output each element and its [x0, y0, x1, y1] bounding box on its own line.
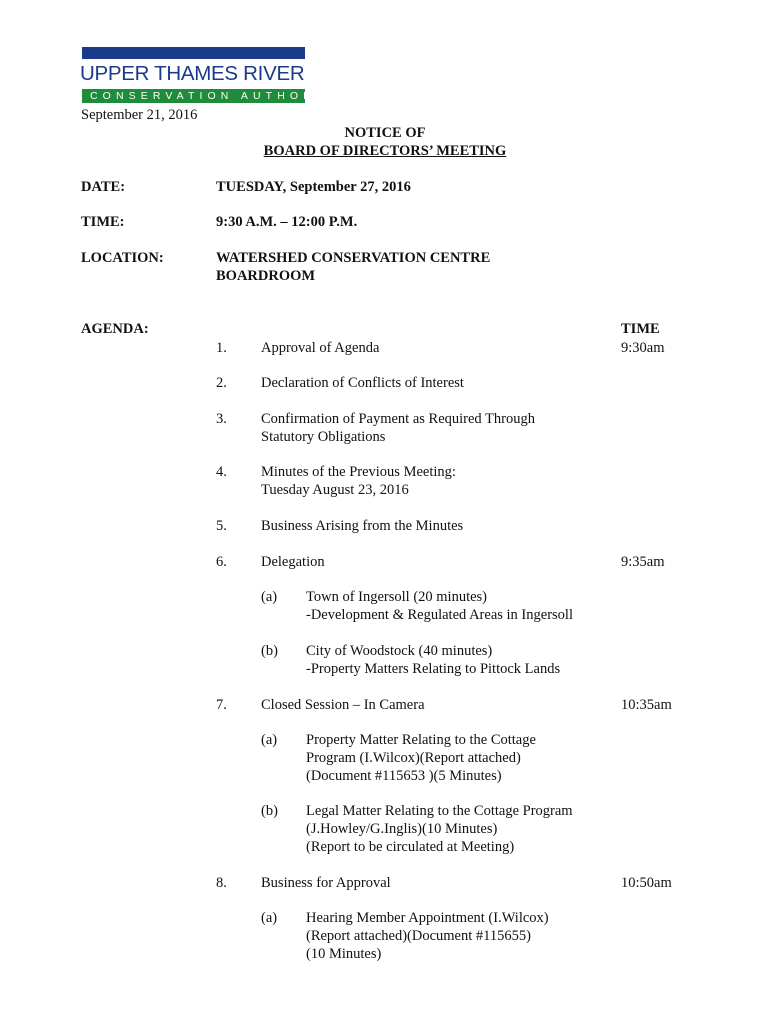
agenda-label: AGENDA: [81, 321, 149, 337]
agenda-subitem-letter: (b) [261, 643, 278, 659]
agenda-item-text: Business Arising from the Minutes [261, 518, 464, 534]
logo-subtitle: CONSERVATION AUTHORITY [82, 89, 305, 103]
agenda-item-number: 4. [216, 464, 227, 480]
agenda-item-text: Declaration of Conflicts of Interest [261, 375, 464, 391]
location-label: LOCATION: [81, 250, 164, 266]
agenda-item-text: Business for Approval [261, 875, 391, 891]
agenda-item-text: Approval of Agenda [261, 340, 380, 356]
agenda-item-text: Confirmation of Payment as Required Through Statutory Obligations [261, 411, 535, 445]
agenda-subitem-text: Town of Ingersoll (20 minutes) -Development & Regulated Areas in Ingersoll [306, 589, 573, 623]
agenda-item-number: 6. [216, 554, 227, 570]
agenda-subitem-text: Property Matter Relating to the Cottage Program (I.Wilcox)(Report attached) (Document #115653 )(5 Minutes) [306, 732, 536, 784]
agenda-time-header: TIME [621, 321, 660, 337]
agenda-subitem-text: Legal Matter Relating to the Cottage Program (J.Howley/G.Inglis)(10 Minutes) (Report to be circulated at Meeting) [306, 803, 573, 855]
agenda-item-number: 8. [216, 875, 227, 891]
location-value: WATERSHED CONSERVATION CENTRE BOARDROOM [216, 250, 491, 284]
logo-name: UPPER THAMES RIVER [80, 62, 305, 85]
notice-title-line1: NOTICE OF [344, 125, 426, 141]
agenda-item-text: Minutes of the Previous Meeting: Tuesday August 23, 2016 [261, 464, 456, 498]
date-value: TUESDAY, September 27, 2016 [216, 179, 411, 195]
agenda-item-time: 10:50am [621, 875, 672, 891]
agenda-item-number: 1. [216, 340, 227, 356]
time-value: 9:30 A.M. – 12:00 P.M. [216, 214, 358, 230]
agenda-item-number: 7. [216, 697, 227, 713]
agenda-item-time: 9:30am [621, 340, 665, 356]
date-label: DATE: [81, 179, 126, 195]
agenda-item-number: 3. [216, 411, 227, 427]
agenda-subitem-letter: (a) [261, 589, 278, 605]
agenda-item-time: 9:35am [621, 554, 665, 570]
agenda-subitem-letter: (b) [261, 803, 278, 819]
agenda-item-time: 10:35am [621, 697, 672, 713]
document-date: September 21, 2016 [81, 107, 198, 123]
time-label: TIME: [81, 214, 125, 230]
agenda-subitem-text: Hearing Member Appointment (I.Wilcox) (Report attached)(Document #115655) (10 Minutes) [306, 910, 549, 962]
agenda-item-text: Delegation [261, 554, 325, 570]
agenda-item-number: 5. [216, 518, 227, 534]
agenda-subitem-letter: (a) [261, 910, 278, 926]
agenda-subitem-text: City of Woodstock (40 minutes) -Property Matters Relating to Pittock Lands [306, 643, 561, 677]
agenda-subitem-letter: (a) [261, 732, 278, 748]
logo-top-bar [82, 47, 305, 59]
agenda-item-text: Closed Session – In Camera [261, 697, 425, 713]
agenda-item-number: 2. [216, 375, 227, 391]
notice-title-line2: BOARD OF DIRECTORS’ MEETING [263, 143, 507, 159]
